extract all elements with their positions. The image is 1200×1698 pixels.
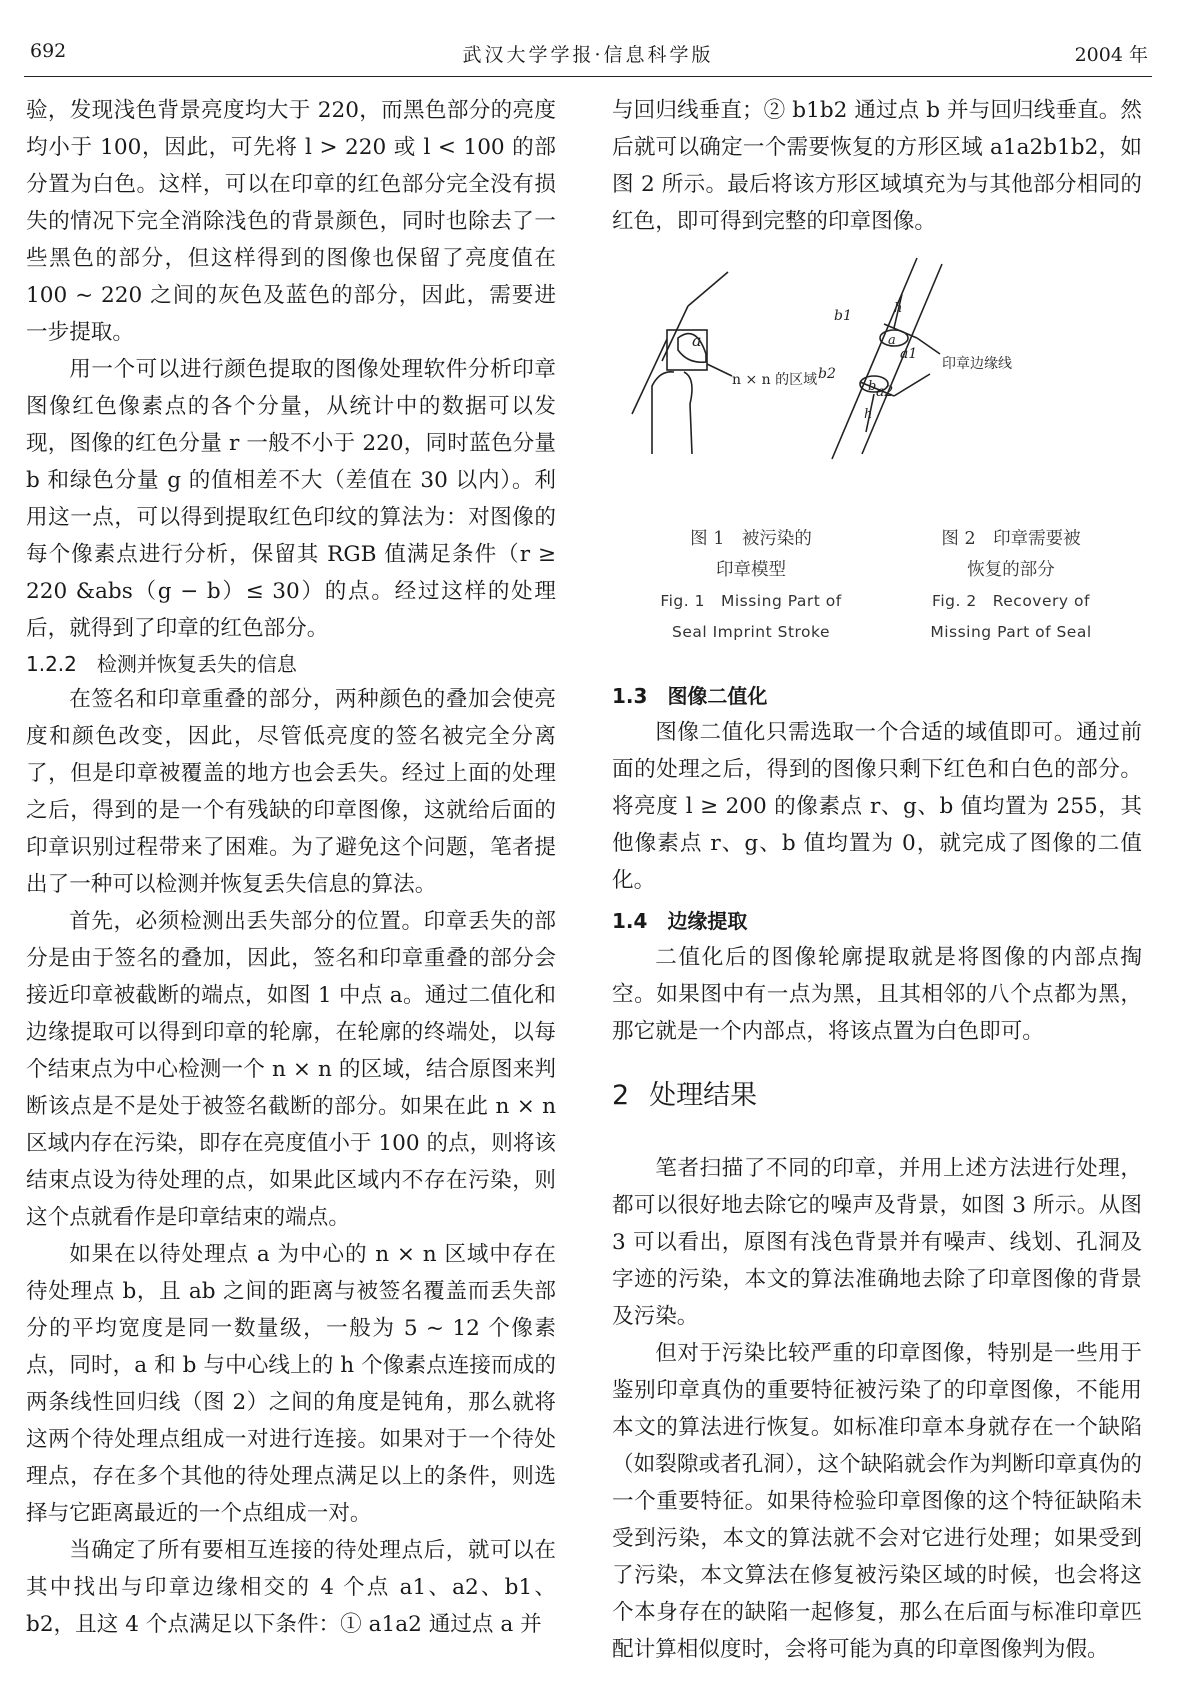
fig1-region-label: n × n 的区域 [732, 372, 818, 388]
section-number: 1.3 [612, 684, 648, 708]
fig2-label-a1: a1 [900, 346, 918, 362]
running-header [24, 38, 1152, 77]
paragraph: 与回归线垂直；② b1b2 通过点 b 并与回归线垂直。然后就可以确定一个需要恢复的方形区域 a1a2b1b2，如图 2 所示。最后将该方形区域填充为与其他部分相同的红色，即可得到完整的印章图像。 [612, 98, 1142, 234]
fig2-label-b1: b1 [834, 308, 852, 324]
chapter-title: 处理结果 [649, 1080, 758, 1111]
leader-line [917, 338, 940, 354]
stroke-edge-line [662, 306, 688, 361]
leader-line [707, 364, 732, 376]
fig2-label-b: b [868, 379, 877, 394]
subsection-title: 检测并恢复丢失的信息 [96, 652, 297, 676]
subsection-number: 1.2.2 [26, 652, 77, 676]
section-title: 图像二值化 [667, 684, 768, 708]
paragraph: 如果在以待处理点 a 为中心的 n × n 区域中存在待处理点 b，且 ab 之间的距离与被签名覆盖而丢失部分的平均宽度是同一数量级，一般为 5 ~ 12 个像素点，同时，a 和 b 与中心线上的 h 个像素点连接而成的两条线性回归线（图 2）之间的角度是钝角，那么就将这两个待处理点组成一对进行连接。如果对于一个待处理点，存在多个其他的待处理点满足以上的条件，则选择与它距离最近的一个点组成一对。 [26, 1242, 556, 1526]
fig2-label-h: h [894, 301, 903, 316]
caption-zh: 图 2 印章需要被 [941, 529, 1081, 549]
paragraph: 用一个可以进行颜色提取的图像处理软件分析印章图像红色像素点的各个分量，从统计中的数据可以发现，图像的红色分量 r 一般不小于 220，同时蓝色分量 b 和绿色分量 g 的值相差不大（差值在 30 以内）。利用这一点，可以得到提取红色印纹的算法为：对图像的每个像素点进行分析，保留其 RGB 值满足条件（r ≥ 220 &abs（g − b）≤ 30）的点。经过这样的处理后，就得到了印章的红色部分。 [26, 357, 556, 641]
fig2-label-h: h [864, 407, 873, 422]
caption-zh: 图 1 被污染的 [690, 529, 812, 549]
paragraph: 当确定了所有要相互连接的待处理点后，就可以在其中找出与印章边缘相交的 4 个点 a1、a2、b1、b2，且这 4 个点满足以下条件：① a1a2 通过点 a 并 [26, 1538, 556, 1637]
paragraph: 二值化后的图像轮廓提取就是将图像的内部点掏空。如果图中有一点为黑，且其相邻的八个点都为黑，那它就是一个内部点，将该点置为白色即可。 [612, 945, 1142, 1044]
caption-en: Seal Imprint Stroke [671, 623, 830, 641]
paragraph: 在签名和印章重叠的部分，两种颜色的叠加会使亮度和颜色改变，因此，尽管低亮度的签名被完全分离了，但是印章被覆盖的地方也会丢失。经过上面的处理之后，得到的是一个有残缺的印章图像，这就给后面的印章识别过程带来了困难。为了避免这个问题，笔者提出了一种可以检测并恢复丢失信息的算法。 [26, 687, 556, 897]
paragraph: 首先，必须检测出丢失部分的位置。印章丢失的部分是由于签名的叠加，因此，签名和印章重叠的部分会接近印章被截断的端点，如图 1 中点 a。通过二值化和边缘提取可以得到印章的轮廓，在轮廓的终端处，以每个结束点为中心检测一个 n × n 的区域，结合原图来判断该点是不是处于被签名截断的部分。如果在此 n × n 区域内存在污染，即存在亮度值小于 100 的点，则将该结束点设为待处理的点，如果此区域内不存在污染，则这个点就看作是印章结束的端点。 [26, 909, 557, 1230]
page-number: 692 [30, 40, 67, 62]
stroke-edge-line [652, 372, 674, 454]
caption-zh: 恢复的部分 [967, 560, 1055, 580]
fig2-label-a2: a2 [876, 384, 894, 400]
caption-zh: 印章模型 [716, 560, 786, 580]
stroke-edge-line [684, 372, 692, 454]
caption-en: Missing Part of Seal [930, 623, 1092, 641]
paragraph: 验，发现浅色背景亮度均大于 220，而黑色部分的亮度均小于 100，因此，可先将 l > 220 或 l < 100 的部分置为白色。这样，可以在印章的红色部分完全没有损失的情况下完全消除浅色的背景颜色，同时也除去了一些黑色的部分，但这样得到的图像也保留了亮度值在 100 ~ 220 之间的灰色及蓝色的部分，因此，需要进一步提取。 [26, 98, 556, 345]
left-column [26, 92, 556, 1643]
paragraph: 图像二值化只需选取一个合适的域值即可。通过前面的处理之后，得到的图像只剩下红色和白色的部分。将亮度 l ≥ 200 的像素点 r、g、b 值均置为 255，其他像素点 r、g、b 值均置为 0，就完成了图像的二值化。 [612, 720, 1142, 893]
caption-en: Fig. 1 Missing Part of [660, 592, 842, 610]
section-heading [612, 678, 1142, 714]
section-number: 1.4 [612, 909, 648, 933]
figure-2-diagram [832, 258, 942, 459]
section-heading [612, 903, 1142, 939]
paragraph: 但对于污染比较严重的印章图像，特别是一些用于鉴别印章真伪的重要特征被污染了的印章图像，不能用本文的算法进行恢复。如标准印章本身就存在一个缺陷（如裂隙或者孔洞），这个缺陷就会作为判断印章真伪的一个重要特征。如果待检验印章图像的这个特征缺陷未受到污染，本文的算法就不会对它进行处理；如果受到了污染，本文算法在修复被污染区域的时候，也会将这个本身存在的缺陷一起修复，那么在后面与标准印章匹配计算相似度时，会将可能为真的印章图像判为假。 [612, 1341, 1142, 1662]
fig2-edge-label: 印章边缘线 [942, 356, 1012, 372]
publication-year: 2004 年 [1074, 44, 1148, 66]
fig1-label-a: a [692, 331, 702, 350]
figures-block [612, 254, 1142, 674]
section-title: 边缘提取 [667, 909, 748, 933]
journal-title: 武汉大学学报·信息科学版 [462, 44, 714, 66]
fig2-label-b2: b2 [818, 366, 836, 382]
right-column [612, 92, 1142, 1668]
figure-1-caption [636, 524, 866, 648]
figures-diagram [612, 254, 1142, 524]
paragraph: 笔者扫描了不同的印章，并用上述方法进行处理，都可以很好地去除它的噪声及背景，如图 3 所示。从图 3 可以看出，原图有浅色背景并有噪声、线划、孔洞及字迹的污染，本文的算法准确地去除了印章图像的背景及污染。 [612, 1156, 1142, 1329]
chapter-number: 2 [612, 1080, 630, 1111]
fig2-label-a: a [888, 333, 896, 348]
caption-en: Fig. 2 Recovery of [932, 592, 1090, 610]
figure-1-diagram [632, 272, 732, 454]
stroke-edge-line [632, 339, 667, 414]
leader-line [894, 374, 930, 396]
figure-2-caption [880, 524, 1142, 648]
subsection-heading [26, 647, 556, 681]
chapter-heading [612, 1076, 1142, 1116]
stroke-edge-line [688, 272, 728, 306]
